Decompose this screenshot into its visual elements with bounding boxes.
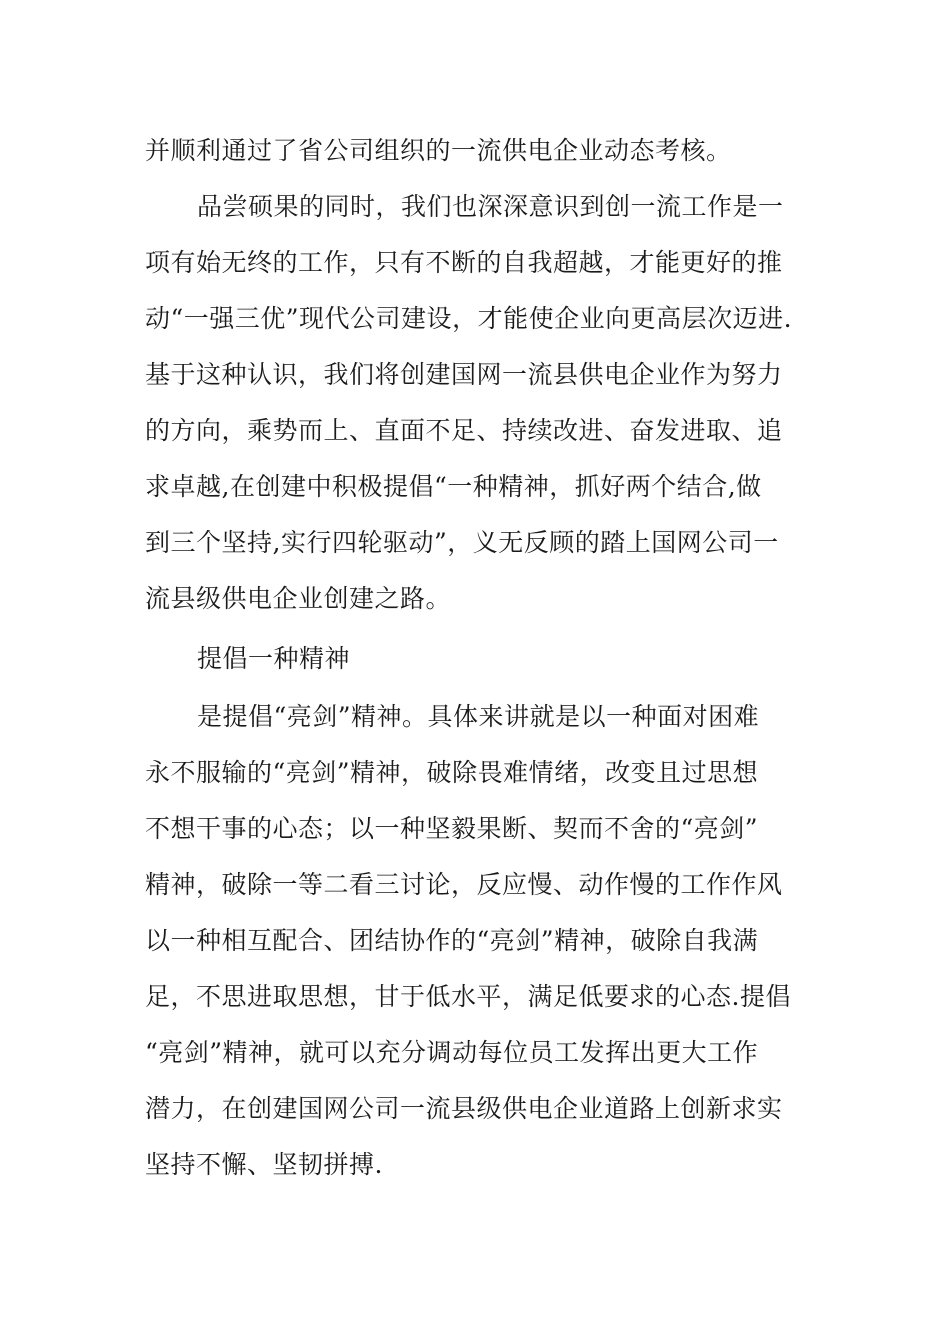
paragraph-line: 足，不思进取思想，甘于低水平，满足低要求的心态.提倡 xyxy=(145,982,791,1011)
section-heading: 提倡一种精神 xyxy=(197,644,351,673)
paragraph-line: 潜力，在创建国网公司一流县级供电企业道路上创新求实 xyxy=(145,1094,783,1123)
paragraph-line: 以一种相互配合、团结协作的“亮剑”精神，破除自我满 xyxy=(145,926,759,955)
paragraph-line: 的方向，乘势而上、直面不足、持续改进、奋发进取、追 xyxy=(145,416,783,445)
paragraph-line: 品尝硕果的同时，我们也深深意识到创一流工作是一 xyxy=(197,192,784,221)
paragraph-line: 流县级供电企业创建之路。 xyxy=(145,584,452,613)
paragraph-line: “亮剑”精神，就可以充分调动每位员工发挥出更大工作 xyxy=(145,1038,759,1067)
paragraph-line: 永不服输的“亮剑”精神，破除畏难情绪，改变且过思想 xyxy=(145,758,759,787)
paragraph-line: 动“一强三优”现代公司建设，才能使企业向更高层次迈进. xyxy=(145,304,793,333)
paragraph-line: 并顺利通过了省公司组织的一流供电企业动态考核。 xyxy=(145,136,732,165)
paragraph-line: 求卓越,在创建中积极提倡“一种精神，抓好两个结合,做 xyxy=(145,472,762,501)
paragraph-line: 项有始无终的工作，只有不断的自我超越，才能更好的推 xyxy=(145,248,783,277)
paragraph-line: 是提倡“亮剑”精神。具体来讲就是以一种面对困难 xyxy=(197,702,760,731)
paragraph-line: 到三个坚持,实行四轮驱动”，义无反顾的踏上国网公司一 xyxy=(145,528,779,557)
paragraph-line: 基于这种认识，我们将创建国网一流县供电企业作为努力 xyxy=(145,360,783,389)
paragraph-line: 坚持不懈、坚韧拼搏. xyxy=(145,1150,383,1179)
paragraph-line: 不想干事的心态；以一种坚毅果断、契而不舍的“亮剑” xyxy=(145,814,759,843)
paragraph-line: 精神，破除一等二看三讨论，反应慢、动作慢的工作作风 xyxy=(145,870,783,899)
